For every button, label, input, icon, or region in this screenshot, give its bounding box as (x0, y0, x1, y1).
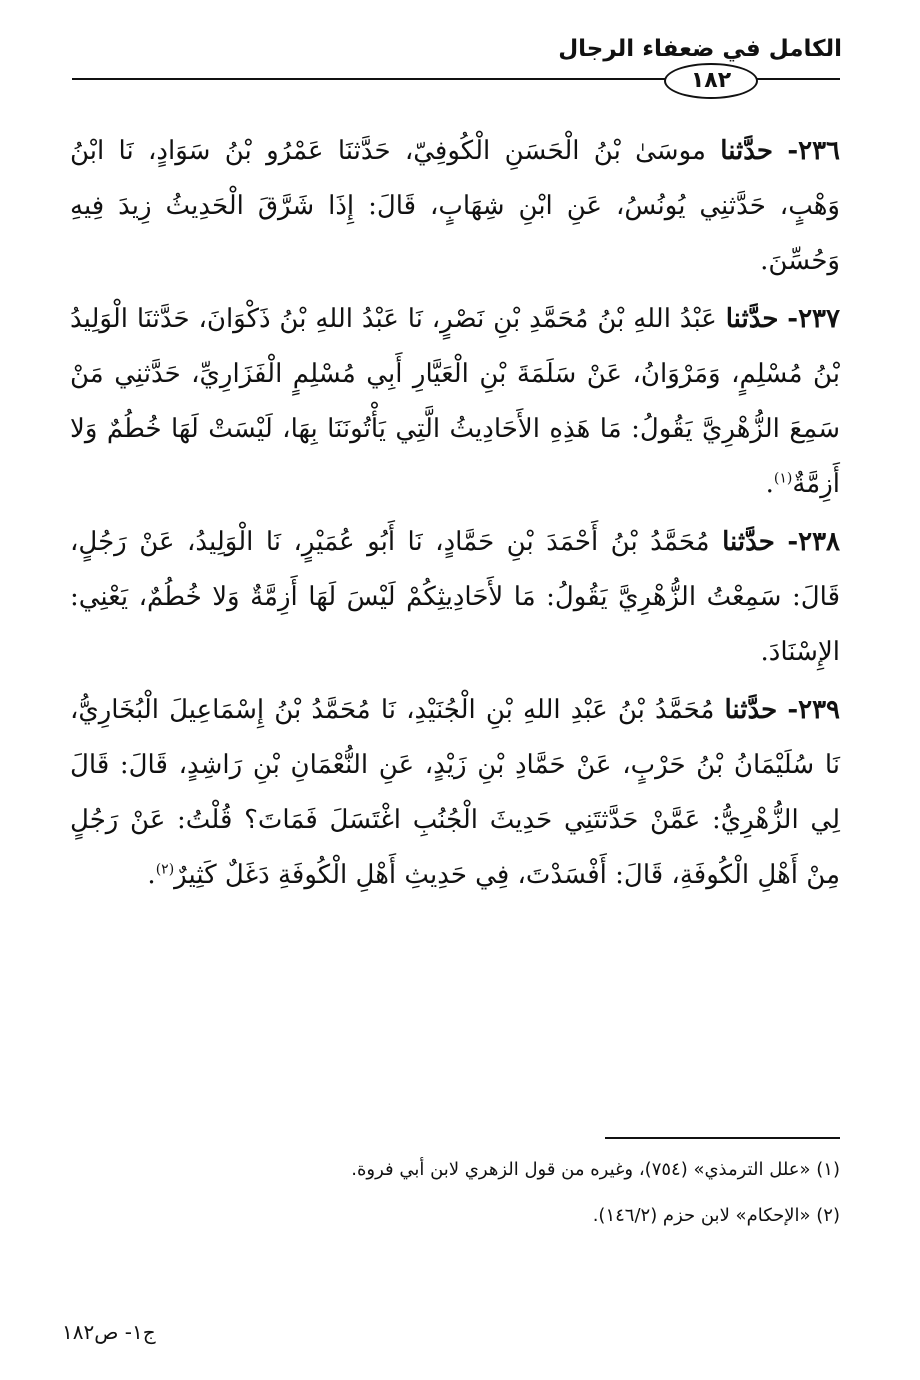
page-number-badge: ١٨٢ (664, 63, 758, 99)
main-text-body (70, 124, 840, 906)
hadith-paragraph-237 (70, 292, 840, 512)
paragraph-number: ٢٣٧- (787, 304, 840, 334)
footnote-reference: (١) (773, 470, 793, 487)
paragraph-text: مُحَمَّدُ بْنُ عَبْدِ اللهِ بْنِ الْجُنَيْدِ، نَا مُحَمَّدُ بْنُ إِسْمَاعِيلَ الْبُخَارِيُّ، نَا سُلَيْمَانُ بْنُ حَرْبٍ، عَنْ حَمَّادِ بْنِ زَيْدٍ، عَنِ النُّعْمَانِ بْنِ رَاشِدٍ، قَالَ: قَالَ لِي الزُّهْرِيُّ: عَمَّنْ حَدَّثتَنِي حَدِيثَ الْجُنُبِ اغْتَسَلَ فَمَاتَ؟ قُلْتُ: عَنْ رَجُلٍ مِنْ أَهْلِ الْكُوفَةِ، قَالَ: أَفْسَدْتَ، فِي حَدِيثِ أَهْلِ الْكُوفَةِ دَغَلٌ كَثِيرٌ (70, 695, 840, 890)
paragraph-lead-word: حدَّثنا (724, 695, 778, 725)
paragraph-tail: . (147, 860, 156, 890)
paragraph-number: ٢٣٩- (787, 695, 841, 725)
footnote-1: (١) «علل الترمذي» (٧٥٤)، وغيره من قول الزهري لابن أبي فروة. (351, 1159, 840, 1180)
running-header-title: الكامل في ضعفاء الرجال (558, 36, 842, 62)
hadith-paragraph-238 (70, 515, 840, 680)
paragraph-text: موسَىٰ بْنُ الْحَسَنِ الْكُوفِيّ، حَدَّثنَا عَمْرُو بْنُ سَوَادٍ، نَا ابْنُ وَهْبٍ، حَدَّثنِي يُونُسُ، عَنِ ابْنِ شِهَابٍ، قَالَ: إِذَا شَرَّقَ الْحَدِيثُ زِيدَ فِيهِ وَحُسِّنَ. (70, 136, 840, 276)
paragraph-lead-word: حدَّثنا (725, 304, 779, 334)
footnotes-section (70, 1155, 840, 1247)
footnote-reference: (٢) (155, 861, 175, 878)
paragraph-text: مُحَمَّدُ بْنُ أَحْمَدَ بْنِ حَمَّادٍ، نَا أَبُو عُمَيْرٍ، نَا الْوَلِيدُ، عَنْ رَجُلٍ، قَالَ: سَمِعْتُ الزُّهْرِيَّ يَقُولُ: مَا لأَحَادِيثِكُمْ لَيْسَ لَهَا أَزِمَّةٌ وَلا خُطُمٌ، يَعْنِي: الإِسْنَادَ. (70, 527, 840, 667)
paragraph-lead-word: حدَّثنا (720, 136, 773, 166)
hadith-paragraph-239 (70, 683, 840, 903)
paragraph-tail: . (765, 469, 774, 499)
paragraph-number: ٢٣٨- (787, 527, 841, 557)
footnote-separator (605, 1137, 840, 1139)
paragraph-lead-word: حدَّثنا (722, 527, 775, 557)
hadith-paragraph-236 (70, 124, 840, 289)
volume-page-reference: ج١- ص١٨٢ (62, 1320, 156, 1344)
paragraph-text: عَبْدُ اللهِ بْنُ مُحَمَّدِ بْنِ نَصْرٍ، نَا عَبْدُ اللهِ بْنُ ذَكْوَانَ، حَدَّثنَا الْوَلِيدُ بْنُ مُسْلِمٍ، وَمَرْوَانُ، عَنْ سَلَمَةَ بْنِ الْعَيَّارِ أَبِي مُسْلِمٍ الْفَزَارِيِّ، حَدَّثنِي مَنْ سَمِعَ الزُّهْرِيَّ يَقُولُ: مَا هَذِهِ الأَحَادِيثُ الَّتِي يَأْتُونَنَا بِهَا، لَيْسَتْ لَهَا خُطُمٌ وَلا أَزِمَّةٌ (70, 304, 840, 499)
footnote-2: (٢) «الإحكام» لابن حزم (١٤٦/٢). (592, 1205, 840, 1226)
paragraph-number: ٢٣٦- (787, 136, 841, 166)
